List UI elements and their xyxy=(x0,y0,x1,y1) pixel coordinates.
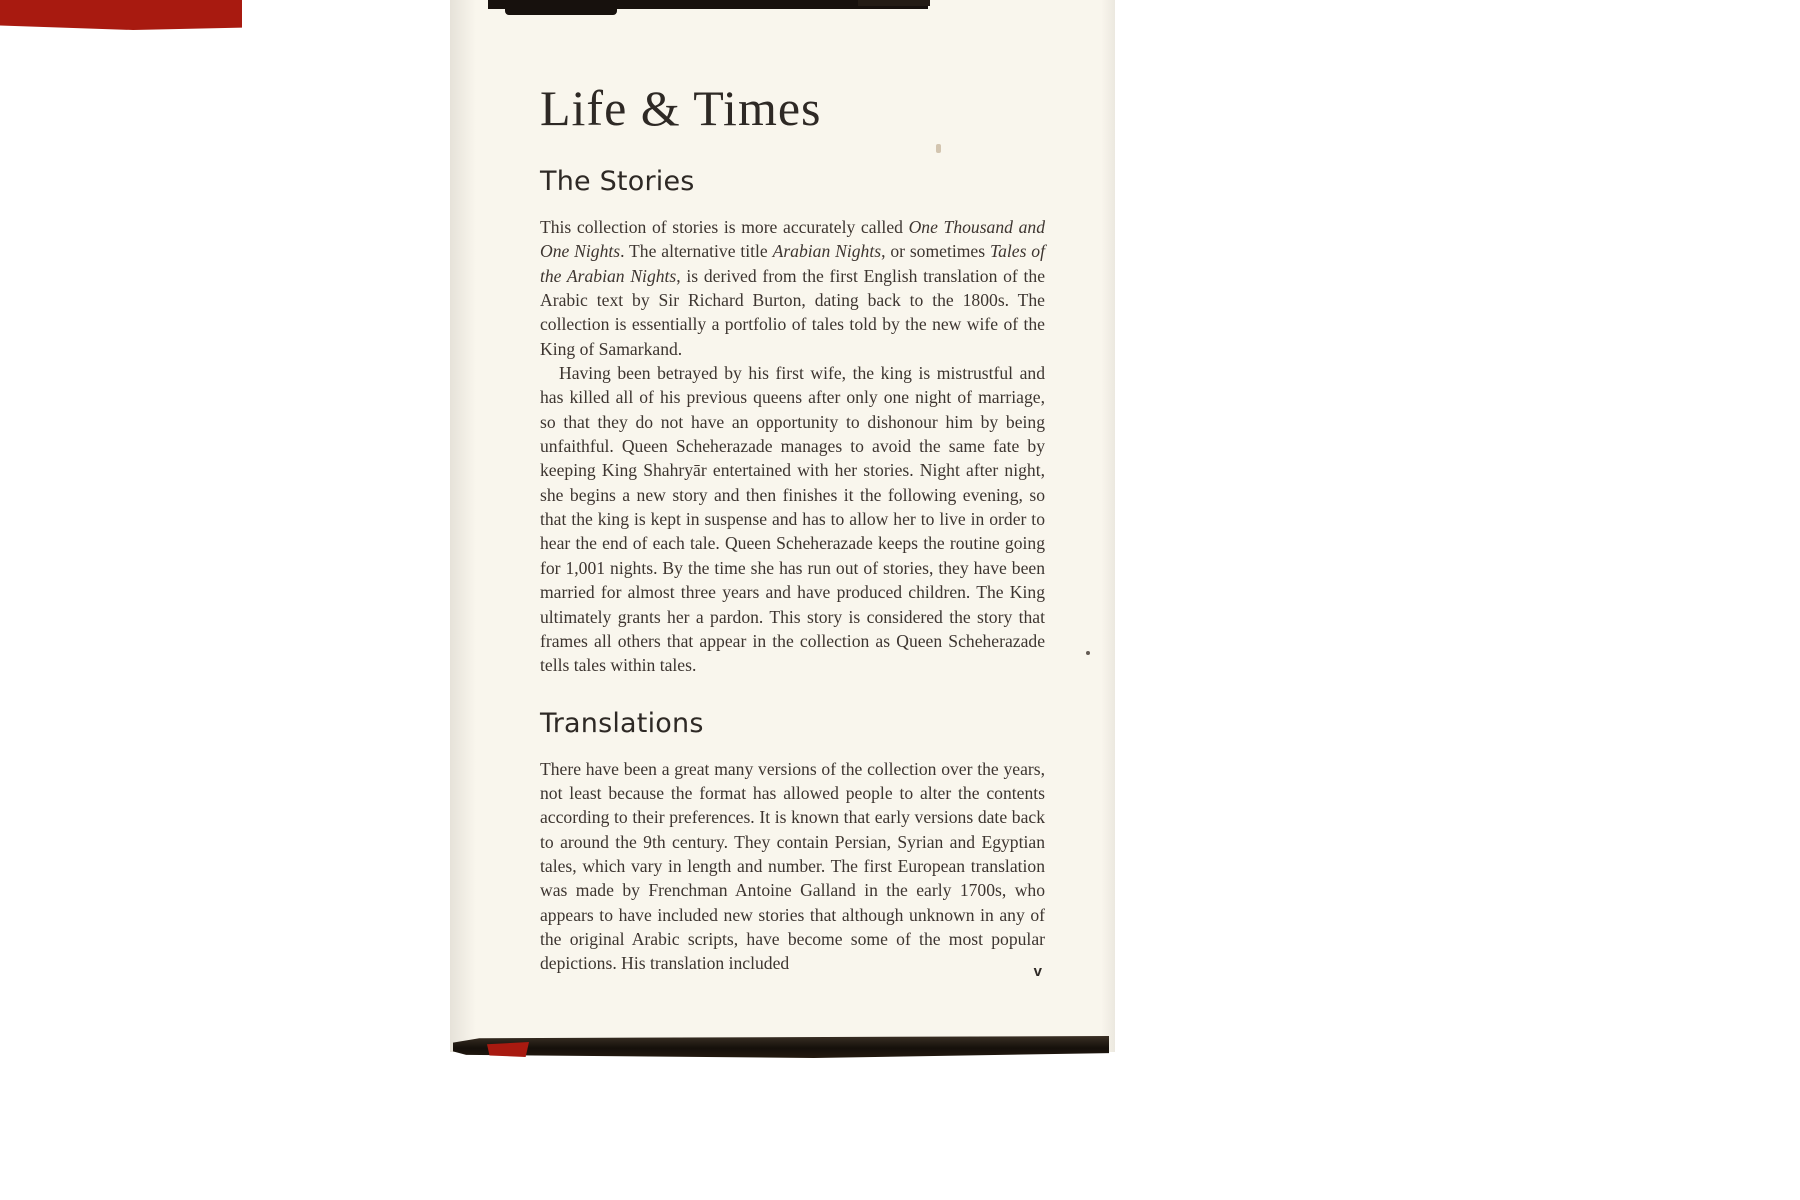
page-number: v xyxy=(1033,963,1042,980)
page-content xyxy=(450,0,1115,1052)
scan-dark-edge-top-thick xyxy=(505,0,617,15)
section-heading-the-stories: The Stories xyxy=(540,166,695,197)
italic-title-text: Tales of the Arabian Nights xyxy=(540,241,1045,286)
italic-title-text: Arabian Nights xyxy=(772,241,882,262)
paragraph xyxy=(540,757,1045,976)
scan-dark-edge-bottom xyxy=(453,1036,1109,1058)
body-text: This collection of stories is more accurately called xyxy=(540,217,909,237)
page-title: Life & Times xyxy=(540,80,822,136)
italic-title-text: One Thousand and One Nights xyxy=(540,217,1045,262)
scan-speck-right-margin xyxy=(1086,651,1090,655)
scan-speck-left-margin xyxy=(936,144,941,153)
sections xyxy=(540,166,1045,976)
paragraph xyxy=(540,361,1045,677)
section-heading-translations: Translations xyxy=(540,707,704,739)
book-page xyxy=(450,0,1115,1052)
body-text: There have been a great many versions of the collection over the years, not least because the format has allowed people to alter the contents according to their preferences. It is known that early versions date back to around the 9th century. They contain Persian, Syrian and Egyptian tales, which vary in length and number. The first European translation was made by Frenchman Antoine Galland in the early 1700s, who appears to have included new stories that although unknown in any of the original Arabic scripts, have become some of the most popular depictions. His translation included xyxy=(540,758,1045,974)
body-text: Having been betrayed by his first wife, the king is mistrustful and has killed all of his previous queens after only one night of marriage, so that they do not have an opportunity to dishonour him by being unfaithful. Queen Scheherazade manages to avoid the same fate by keeping King Shahryār entertained with her stories. Night after night, she begins a new story and then finishes it the following evening, so that the king is kept in suspense and has to allow her to live in order to hear the end of each tale. Queen Scheherazade keeps the routine going for 1,001 nights. By the time she has run out of stories, they have been married for almost three years and have produced children. The King ultimately grants her a pardon. This story is considered the story that frames all others that appear in the collection as Queen Scheherazade tells tales within tales. xyxy=(540,363,1045,676)
body-text: , or sometimes xyxy=(881,241,990,262)
book-cover-red-edge-bottom xyxy=(487,1042,529,1057)
scan-dark-edge-top-tail xyxy=(858,0,930,6)
body-text: , is derived from the first English translation of the Arabic text by Sir Richard Burton, dating back to the 1800s. The collection is essentially a portfolio of tales told by the new wife of the King of Samarkand. xyxy=(540,265,1045,359)
body-text: . The alternative title xyxy=(620,241,773,262)
book-cover-red-edge-top xyxy=(0,0,242,30)
paragraph xyxy=(540,215,1045,361)
